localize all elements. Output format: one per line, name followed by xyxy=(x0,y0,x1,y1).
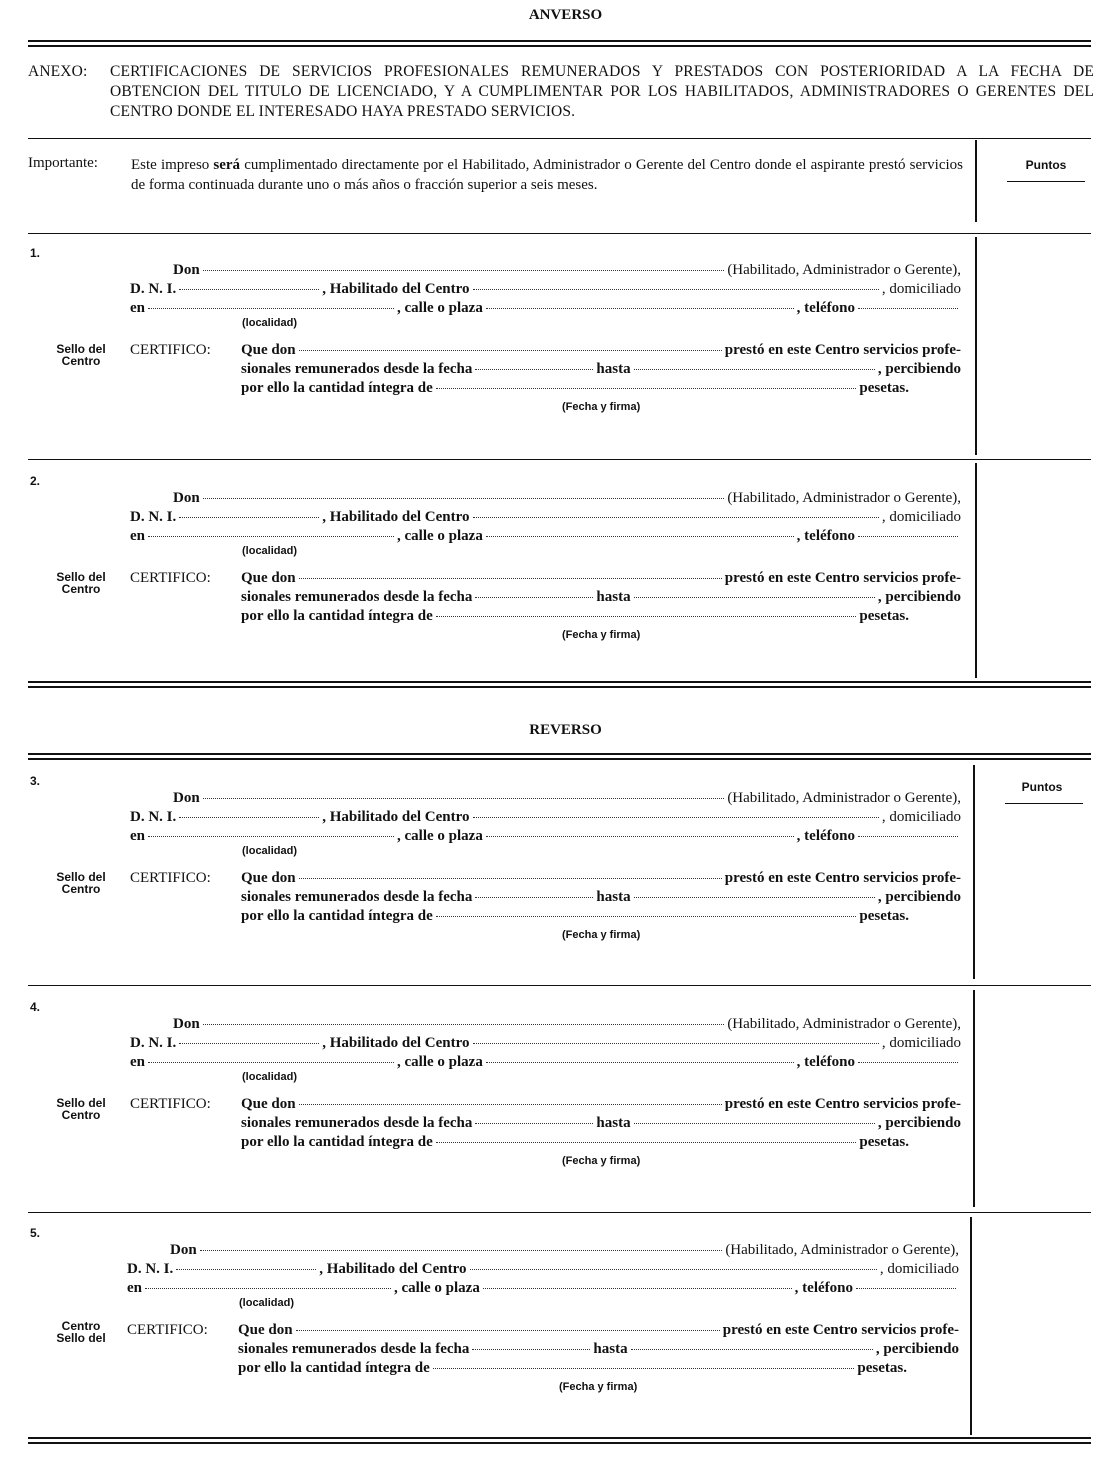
certificate-2 xyxy=(28,474,973,694)
don-label: Don xyxy=(170,1242,197,1258)
dni-label: D. N. I. xyxy=(130,281,177,297)
interesado-field[interactable] xyxy=(299,1104,722,1105)
habilitado-centro-label: , Habilitado del Centro xyxy=(322,281,470,297)
fecha-hasta-field[interactable] xyxy=(634,369,875,370)
don-label: Don xyxy=(173,1016,200,1032)
calle-label: , calle o plaza xyxy=(397,528,483,544)
rule-before-cert-4 xyxy=(28,985,1091,986)
domiciliado-label: , domiciliado xyxy=(879,1261,959,1277)
rule-before-cert-2 xyxy=(28,459,1091,460)
centro-field[interactable] xyxy=(473,817,879,818)
telefono-field[interactable] xyxy=(858,308,958,309)
fecha-hasta-field[interactable] xyxy=(631,1349,873,1350)
interesado-field[interactable] xyxy=(299,578,722,579)
telefono-field[interactable] xyxy=(858,1062,958,1063)
presto-text: prestó en este Centro servicios profe- xyxy=(724,870,961,886)
fecha-firma-caption: (Fecha y firma) xyxy=(559,1381,638,1393)
telefono-label: , teléfono xyxy=(796,828,855,844)
dni-field[interactable] xyxy=(176,1269,316,1270)
en-label: en xyxy=(130,1054,145,1070)
por-ello-text: por ello la cantidad íntegra de xyxy=(241,380,433,396)
localidad-field[interactable] xyxy=(148,1062,394,1063)
certificate-number: 2. xyxy=(30,474,41,488)
double-rule-anverso-end-b xyxy=(28,686,1091,688)
puntos-label-top: Puntos xyxy=(1025,158,1067,172)
telefono-label: , teléfono xyxy=(796,1054,855,1070)
habilitado-centro-label: , Habilitado del Centro xyxy=(322,1035,470,1051)
presto-text: prestó en este Centro servicios profe- xyxy=(724,1096,961,1112)
percibiendo-label: , percibiendo xyxy=(875,1341,959,1357)
don-name-field[interactable] xyxy=(203,270,725,271)
don-label: Don xyxy=(173,490,200,506)
sello-del-centro: Sello del Centro xyxy=(56,1096,106,1122)
presto-text: prestó en este Centro servicios profe- xyxy=(722,1322,959,1338)
que-don-label: Que don xyxy=(241,870,296,886)
telefono-label: , teléfono xyxy=(796,528,855,544)
dni-label: D. N. I. xyxy=(127,1261,174,1277)
percibiendo-label: , percibiendo xyxy=(877,889,961,905)
localidad-caption: (localidad) xyxy=(242,545,298,557)
double-rule-anverso-end-a xyxy=(28,681,1091,683)
don-label: Don xyxy=(173,262,200,278)
dni-label: D. N. I. xyxy=(130,1035,177,1051)
habilitado-role: (Habilitado, Administrador o Gerente), xyxy=(727,1016,961,1032)
certificate-1 xyxy=(28,246,973,466)
sello-del-centro: Centro Sello del xyxy=(56,1319,106,1345)
en-label: en xyxy=(130,300,145,316)
habilitado-centro-label: , Habilitado del Centro xyxy=(322,509,470,525)
por-ello-text: por ello la cantidad íntegra de xyxy=(241,1134,433,1150)
double-rule-reverso-a xyxy=(28,753,1091,755)
calle-label: , calle o plaza xyxy=(397,1054,483,1070)
fecha-desde-field[interactable] xyxy=(472,1349,590,1350)
double-rule-top-b xyxy=(28,45,1091,47)
habilitado-role: (Habilitado, Administrador o Gerente), xyxy=(725,1242,959,1258)
certificate-3 xyxy=(28,774,973,994)
sionales-text: sionales remunerados desde la fecha xyxy=(241,361,473,377)
telefono-field[interactable] xyxy=(858,836,958,837)
fecha-desde-field[interactable] xyxy=(475,897,593,898)
habilitado-centro-label: , Habilitado del Centro xyxy=(319,1261,467,1277)
calle-label: , calle o plaza xyxy=(397,300,483,316)
domiciliado-label: , domiciliado xyxy=(881,809,961,825)
certifico-label: CERTIFICO: xyxy=(130,570,211,586)
localidad-field[interactable] xyxy=(148,836,394,837)
percibiendo-label: , percibiendo xyxy=(877,1115,961,1131)
double-rule-bottom-a xyxy=(28,1437,1091,1439)
centro-field[interactable] xyxy=(473,289,879,290)
importante-label: Importante: xyxy=(28,155,98,171)
sello-del-centro: Sello del Centro xyxy=(56,570,106,596)
sionales-text: sionales remunerados desde la fecha xyxy=(241,589,473,605)
que-don-label: Que don xyxy=(241,570,296,586)
puntos-divider-3 xyxy=(973,765,975,979)
puntos-divider-4 xyxy=(973,990,975,1207)
puntos-rule-reverso xyxy=(1005,803,1083,804)
dni-label: D. N. I. xyxy=(130,509,177,525)
sionales-text: sionales remunerados desde la fecha xyxy=(241,889,473,905)
telefono-label: , teléfono xyxy=(794,1280,853,1296)
rule-under-anexo xyxy=(28,138,1091,139)
anexo-block xyxy=(28,62,1094,122)
localidad-field[interactable] xyxy=(145,1288,391,1289)
dni-label: D. N. I. xyxy=(130,809,177,825)
localidad-caption: (localidad) xyxy=(239,1297,295,1309)
que-don-label: Que don xyxy=(241,342,296,358)
localidad-field[interactable] xyxy=(148,308,394,309)
domiciliado-label: , domiciliado xyxy=(881,509,961,525)
fecha-hasta-field[interactable] xyxy=(634,897,875,898)
habilitado-role: (Habilitado, Administrador o Gerente), xyxy=(727,790,961,806)
interesado-field[interactable] xyxy=(299,878,722,879)
fecha-desde-field[interactable] xyxy=(475,369,593,370)
calle-field[interactable] xyxy=(486,536,794,537)
anexo-label: ANEXO: xyxy=(28,63,88,80)
double-rule-reverso-b xyxy=(28,758,1091,760)
anverso-heading: ANVERSO xyxy=(528,7,603,23)
anexo-text: CERTIFICACIONES DE SERVICIOS PROFESIONALES REMUNERADOS Y PRESTADOS CON POSTERIORIDAD A LA FECHA DE OBTENCION DEL TITULO DE LICENCIADO, Y A CUMPLIMENTAR POR LOS HABILITADOS, ADMINISTRADORES O GERENTES DEL CENTRO DONDE EL INTERESADO HAYA PRESTADO SERVICIOS. xyxy=(110,63,1094,120)
localidad-caption: (localidad) xyxy=(242,845,298,857)
telefono-field[interactable] xyxy=(856,1288,956,1289)
sello-del-centro: Sello del Centro xyxy=(56,342,106,368)
certifico-label: CERTIFICO: xyxy=(130,1096,211,1112)
fecha-desde-field[interactable] xyxy=(475,1123,593,1124)
fecha-hasta-field[interactable] xyxy=(634,597,875,598)
puntos-divider-1 xyxy=(975,237,977,455)
dni-field[interactable] xyxy=(179,517,319,518)
hasta-label: hasta xyxy=(593,1341,628,1357)
cantidad-field[interactable] xyxy=(436,916,857,917)
por-ello-text: por ello la cantidad íntegra de xyxy=(241,608,433,624)
double-rule-top-a xyxy=(28,40,1091,42)
domiciliado-label: , domiciliado xyxy=(881,1035,961,1051)
pesetas-label: pesetas. xyxy=(859,908,909,924)
habilitado-centro-label: , Habilitado del Centro xyxy=(322,809,470,825)
fecha-firma-caption: (Fecha y firma) xyxy=(562,929,641,941)
hasta-label: hasta xyxy=(596,361,631,377)
pesetas-label: pesetas. xyxy=(859,380,909,396)
domiciliado-label: , domiciliado xyxy=(881,281,961,297)
sello-del-centro: Sello del Centro xyxy=(56,870,106,896)
rule-before-cert-5 xyxy=(28,1212,1091,1213)
cantidad-field[interactable] xyxy=(436,388,857,389)
don-name-field[interactable] xyxy=(200,1250,723,1251)
certifico-label: CERTIFICO: xyxy=(127,1322,208,1338)
cantidad-field[interactable] xyxy=(436,616,857,617)
don-name-field[interactable] xyxy=(203,1024,725,1025)
certifico-label: CERTIFICO: xyxy=(130,870,211,886)
certificate-5 xyxy=(28,1226,973,1446)
dni-field[interactable] xyxy=(179,817,319,818)
que-don-label: Que don xyxy=(238,1322,293,1338)
certificate-number: 5. xyxy=(30,1226,41,1240)
dni-field[interactable] xyxy=(179,1043,319,1044)
certificate-4 xyxy=(28,1000,973,1220)
localidad-caption: (localidad) xyxy=(242,1071,298,1083)
presto-text: prestó en este Centro servicios profe- xyxy=(724,570,961,586)
interesado-field[interactable] xyxy=(296,1330,720,1331)
hasta-label: hasta xyxy=(596,889,631,905)
por-ello-text: por ello la cantidad íntegra de xyxy=(241,908,433,924)
cantidad-field[interactable] xyxy=(436,1142,857,1143)
double-rule-bottom-b xyxy=(28,1442,1091,1444)
certifico-label: CERTIFICO: xyxy=(130,342,211,358)
telefono-field[interactable] xyxy=(858,536,958,537)
en-label: en xyxy=(127,1280,142,1296)
centro-field[interactable] xyxy=(470,1269,877,1270)
fecha-firma-caption: (Fecha y firma) xyxy=(562,1155,641,1167)
telefono-label: , teléfono xyxy=(796,300,855,316)
localidad-field[interactable] xyxy=(148,536,394,537)
don-name-field[interactable] xyxy=(203,498,725,499)
calle-label: , calle o plaza xyxy=(394,1280,480,1296)
en-label: en xyxy=(130,828,145,844)
hasta-label: hasta xyxy=(596,589,631,605)
percibiendo-label: , percibiendo xyxy=(877,589,961,605)
pesetas-label: pesetas. xyxy=(857,1360,907,1376)
rule-before-cert-1 xyxy=(28,233,1091,234)
sionales-text: sionales remunerados desde la fecha xyxy=(238,1341,470,1357)
don-label: Don xyxy=(173,790,200,806)
certificate-number: 4. xyxy=(30,1000,41,1014)
en-label: en xyxy=(130,528,145,544)
fecha-hasta-field[interactable] xyxy=(634,1123,875,1124)
fecha-desde-field[interactable] xyxy=(475,597,593,598)
puntos-divider-2 xyxy=(975,463,977,678)
certificate-number: 1. xyxy=(30,246,41,260)
reverso-heading: REVERSO xyxy=(529,722,602,738)
don-name-field[interactable] xyxy=(203,798,725,799)
pesetas-label: pesetas. xyxy=(859,1134,909,1150)
calle-field[interactable] xyxy=(486,308,794,309)
pesetas-label: pesetas. xyxy=(859,608,909,624)
calle-field[interactable] xyxy=(486,1062,794,1063)
presto-text: prestó en este Centro servicios profe- xyxy=(724,342,961,358)
puntos-label-reverso: Puntos xyxy=(1021,780,1063,794)
fecha-firma-caption: (Fecha y firma) xyxy=(562,401,641,413)
calle-label: , calle o plaza xyxy=(397,828,483,844)
calle-field[interactable] xyxy=(486,836,794,837)
importante-text: Este impreso será cumplimentado directamente por el Habilitado, Administrador o Gerente del Centro donde el aspirante prestó servicios de forma continuada durante uno o más años o fracción superior a seis meses. xyxy=(131,157,963,193)
percibiendo-label: , percibiendo xyxy=(877,361,961,377)
fecha-firma-caption: (Fecha y firma) xyxy=(562,629,641,641)
puntos-rule-top xyxy=(1007,181,1085,182)
hasta-label: hasta xyxy=(596,1115,631,1131)
centro-field[interactable] xyxy=(473,1043,879,1044)
certificate-number: 3. xyxy=(30,774,41,788)
dni-field[interactable] xyxy=(179,289,319,290)
calle-field[interactable] xyxy=(483,1288,792,1289)
localidad-caption: (localidad) xyxy=(242,317,298,329)
puntos-divider-top xyxy=(975,140,977,222)
centro-field[interactable] xyxy=(473,517,879,518)
cantidad-field[interactable] xyxy=(433,1368,855,1369)
interesado-field[interactable] xyxy=(299,350,722,351)
habilitado-role: (Habilitado, Administrador o Gerente), xyxy=(727,262,961,278)
por-ello-text: por ello la cantidad íntegra de xyxy=(238,1360,430,1376)
habilitado-role: (Habilitado, Administrador o Gerente), xyxy=(727,490,961,506)
sionales-text: sionales remunerados desde la fecha xyxy=(241,1115,473,1131)
que-don-label: Que don xyxy=(241,1096,296,1112)
